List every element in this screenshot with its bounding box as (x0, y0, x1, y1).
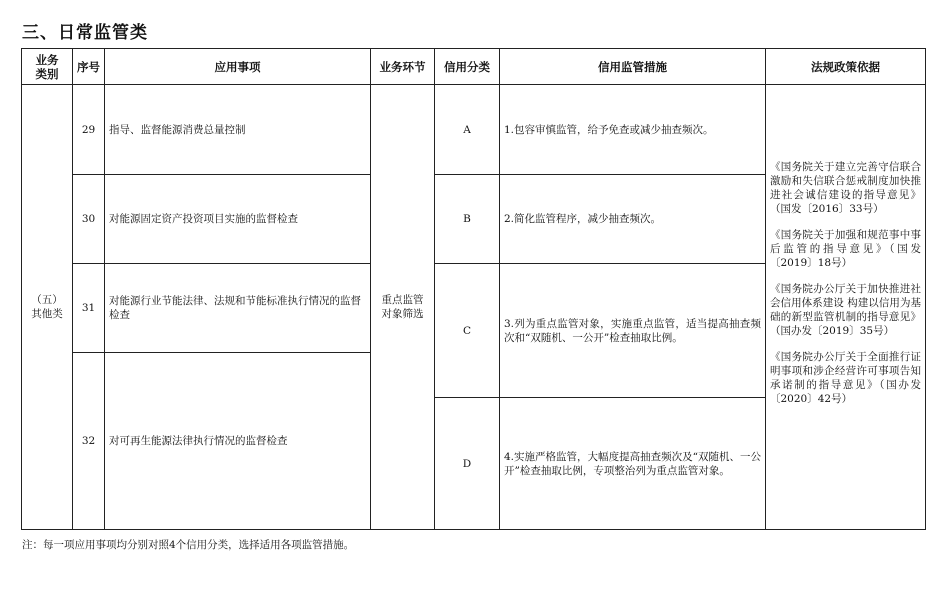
measure-text: 2.简化监管程序，减少抽查频次。 (504, 213, 662, 225)
footnote: 注：每一项应用事项均分别对照4个信用分类，选择适用各项监管措施。 (22, 539, 355, 551)
basis-item: 《国务院关于加强和规范事中事后监管的指导意见》（国发〔2019〕18号） (770, 229, 921, 269)
basis-item: 《国务院关于建立完善守信联合激励和失信联合惩戒制度加快推进社会诚信建设的指导意见》（国发〔2016〕33号） (770, 161, 921, 215)
category-cell: （五）其他类 (31, 294, 63, 320)
header-basis: 法规政策依据 (811, 59, 880, 74)
measure-text: 3.列为重点监管对象，实施重点监管，适当提高抽查频次和“双随机、一公开”检查抽取比例。 (504, 317, 761, 344)
credit-level: C (462, 324, 472, 337)
row-seq: 29 (81, 123, 96, 136)
row-item: 对能源固定资产投资项目实施的监督检查 (109, 213, 298, 225)
section-title: 三、日常监管类 (22, 23, 148, 43)
measure-text: 4.实施严格监管，大幅度提高抽查频次及“双随机、一公开”检查抽取比例，专项整治列为重点监管对象。 (504, 450, 761, 477)
row-item: 对能源行业节能法律、法规和节能标准执行情况的监督检查 (109, 295, 361, 321)
header-credit: 信用分类 (444, 59, 490, 74)
header-seq: 序号 (77, 59, 100, 74)
credit-level: A (463, 123, 471, 136)
row-seq: 31 (81, 302, 96, 314)
basis-item: 《国务院办公厅关于加快推进社会信用体系建设 构建以信用为基础的新型监管机制的指导意见》（国办发〔2019〕35号） (770, 283, 921, 337)
credit-level: B (463, 213, 471, 225)
header-category: 业务类别 (35, 52, 59, 81)
basis-cell (766, 85, 925, 529)
header-item: 应用事项 (214, 59, 261, 74)
row-seq: 32 (81, 435, 96, 447)
header-stage: 业务环节 (379, 59, 426, 74)
basis-item: 《国务院办公厅关于全面推行证明事项和涉企经营许可事项告知承诺制的指导意见》（国办发〔2020〕42号） (770, 351, 921, 405)
stage-cell: 重点监管对象筛选 (381, 294, 424, 320)
measure-text: 1.包容审慎监管，给予免查或减少抽查频次。 (504, 123, 714, 136)
header-measures: 信用监管措施 (598, 59, 667, 74)
regulation-table (21, 48, 926, 530)
credit-level: D (462, 457, 472, 470)
row-item: 指导、监督能源消费总量控制 (109, 123, 246, 136)
row-seq: 30 (81, 213, 96, 225)
row-item: 对可再生能源法律执行情况的监督检查 (109, 435, 288, 447)
